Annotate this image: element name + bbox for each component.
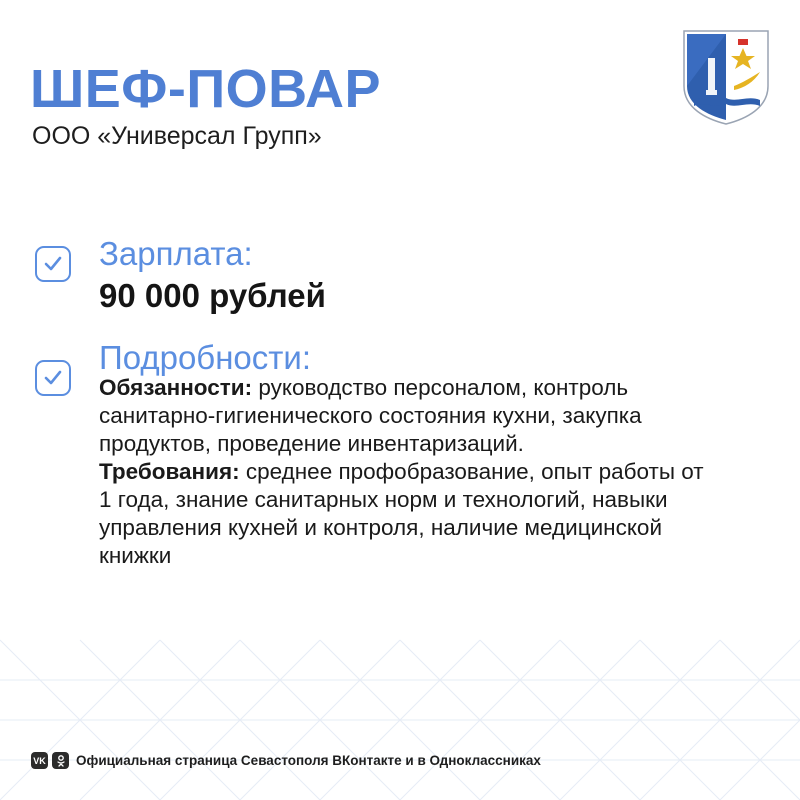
duties-text: руководство персоналом, контроль санитарно-гигиенического состояния кухни, закупка продуктов, проведение инвентаризаций. <box>99 375 642 456</box>
company-name: ООО «Универсал Групп» <box>32 122 322 150</box>
sevastopol-coat-of-arms-icon <box>680 28 772 126</box>
requirements-text: среднее профобразование, опыт работы от 1 года, знание санитарных норм и технологий, навыки управления кухней и контроля, наличие медицинской книжки <box>99 459 704 568</box>
salary-checkbox-icon <box>35 246 71 282</box>
details-text <box>99 374 719 570</box>
salary-label: Зарплата: <box>99 235 253 272</box>
details-label: Подробности: <box>99 339 312 376</box>
vacancy-title: ШЕФ-ПОВАР <box>30 59 381 119</box>
details-checkbox-icon <box>35 360 71 396</box>
salary-value: 90 000 рублей <box>99 277 326 314</box>
vk-icon[interactable]: VK <box>31 752 48 769</box>
requirements-label: Требования: <box>99 459 240 484</box>
duties-label: Обязанности: <box>99 375 253 400</box>
footer <box>31 752 541 769</box>
requirements-paragraph <box>99 458 719 570</box>
odnoklassniki-icon[interactable] <box>52 752 69 769</box>
duties-paragraph <box>99 374 719 458</box>
footer-text: Официальная страница Севастополя ВКонтакте и в Одноклассниках <box>76 753 541 768</box>
